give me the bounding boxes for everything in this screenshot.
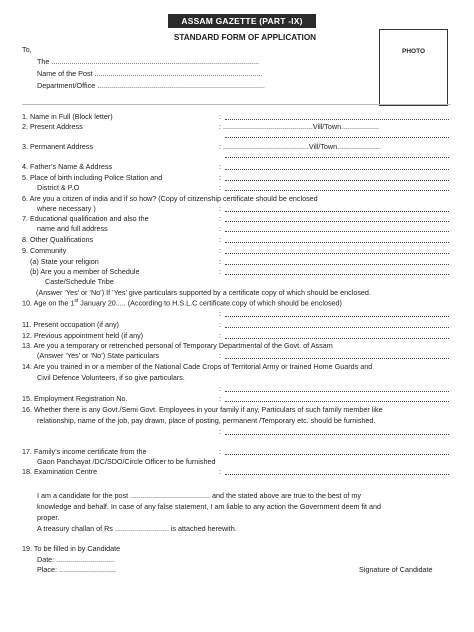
field-employment-colon: : bbox=[219, 394, 221, 403]
field-schedule-label-3: (Answer ‘Yes’ or ‘No’) If ‘Yes’ give particulars supported by a certificate copy of which should be enclosed. bbox=[36, 288, 371, 297]
field-other-qual-label: 8. Other Qualifications bbox=[22, 235, 94, 244]
field-religion-line bbox=[225, 264, 449, 265]
field-birthplace-colon-2: : bbox=[219, 183, 221, 192]
addressee-to: To, bbox=[22, 45, 32, 54]
field-temporary-colon: : bbox=[219, 351, 221, 360]
field-temporary-line bbox=[225, 358, 449, 359]
field-exam-centre-colon: : bbox=[219, 467, 221, 476]
field-employment-label: 15. Employment Registration No. bbox=[22, 394, 128, 403]
field-education-label: 7. Educational qualification and also the bbox=[22, 214, 149, 223]
field-govt-family-label: 16. Whether there is any Govt./Semi Govt. Employees in your family if any, Particulars of such family member like bbox=[22, 405, 383, 414]
field-schedule-line bbox=[225, 274, 449, 275]
declaration-line-4: A treasury challan of Rs ........................... is attached herewith. bbox=[37, 524, 237, 533]
field-present-address-line bbox=[225, 137, 449, 138]
field-other-qual-colon: : bbox=[219, 235, 221, 244]
field-citizen-colon: : bbox=[219, 204, 221, 213]
field-ncc-label: 14. Are you trained in or a member of the National Cade Crops of Territorial Army or trained Home Guards and bbox=[22, 362, 373, 371]
field-income-line bbox=[225, 454, 449, 455]
photo-label: PHOTO bbox=[402, 48, 425, 55]
field-citizen-label-2: where necessary ) bbox=[37, 204, 96, 213]
field-religion-label: (a) State your religion bbox=[30, 257, 99, 266]
field-permanent-address-value: : ...........................................Vill/Town...................... bbox=[219, 142, 382, 151]
field-education-colon-2: : bbox=[219, 224, 221, 233]
signature-label: Signature of Candidate bbox=[359, 565, 433, 574]
field-name-colon: : bbox=[219, 112, 221, 121]
field-education-line bbox=[225, 221, 449, 222]
field-temporary-label-2: (Answer ‘Yes’ or ‘No’) State particulars bbox=[37, 351, 160, 360]
field-occupation-line bbox=[225, 327, 449, 328]
field-birthplace-line-2 bbox=[225, 190, 449, 191]
declaration-line-2: knowledge and behalf. In case of any false statement, I am liable to any action the Government deem fit and bbox=[37, 502, 382, 511]
addressee-the: The ........................................................................................................ bbox=[37, 57, 260, 66]
field-permanent-address-label: 3. Permanent Address bbox=[22, 142, 94, 151]
field-age-label: 10. Age on the 1st January 20..... (According to H.S.L.C certificate copy of which should be enclosed) bbox=[22, 298, 342, 308]
field-education-colon: : bbox=[219, 214, 221, 223]
field-name-line bbox=[225, 119, 449, 120]
addressee-dept: Department/Office .................................................................................... bbox=[37, 81, 265, 90]
field-ncc-line bbox=[225, 391, 449, 392]
field-govt-family-colon: : bbox=[219, 427, 221, 436]
field-father-line bbox=[225, 169, 449, 170]
photo-box bbox=[379, 29, 448, 106]
field-birthplace-label-2: District & P.O bbox=[37, 183, 80, 192]
declaration-line-3: proper. bbox=[37, 513, 60, 522]
field-community-line bbox=[225, 253, 449, 254]
field-exam-centre-label: 18. Examination Centre bbox=[22, 467, 98, 476]
field-previous-appointment-colon: : bbox=[219, 331, 221, 340]
field-ncc-label-2: Civil Defence Volunteers, if so give particulars. bbox=[37, 373, 185, 382]
field-present-address-value: : .............................................Vill/Town................... bbox=[219, 122, 380, 131]
field-name-label: 1. Name in Full (Block letter) bbox=[22, 112, 113, 121]
field-previous-appointment-label: 12. Previous appointment held (if any) bbox=[22, 331, 144, 340]
gazette-header: ASSAM GAZETTE (PART -IX) bbox=[168, 14, 316, 28]
place-field: Place: ............................. bbox=[37, 565, 117, 574]
field-age-colon: : bbox=[219, 309, 221, 318]
field-employment-line bbox=[225, 401, 449, 402]
field-govt-family-line bbox=[225, 434, 449, 435]
field-father-label: 4. Father’s Name & Address bbox=[22, 162, 113, 171]
field-previous-appointment-line bbox=[225, 338, 449, 339]
field-community-label: 9. Community bbox=[22, 246, 67, 255]
field-income-label-2: Gaon Panchayat /DC/SDO/Circle Officer to be furnished bbox=[37, 457, 216, 466]
field-father-colon: : bbox=[219, 162, 221, 171]
field-citizen-label: 6. Are you a citizen of india and if so how? (Copy of citizenship certificate should be enclosed bbox=[22, 194, 318, 203]
date-field: Date: ............................. bbox=[37, 555, 115, 564]
field-govt-family-label-2: relationship, name of the job, pay drawn, place of posting, permanent /Temporary etc. should be furnished. bbox=[37, 416, 376, 425]
form-title: STANDARD FORM OF APPLICATION bbox=[173, 33, 317, 42]
field-education-line-2 bbox=[225, 231, 449, 232]
declaration-line-1: I am a candidate for the post ........................................ and the stated above are true to the best of my bbox=[37, 491, 362, 500]
header-divider bbox=[22, 104, 451, 105]
field-permanent-address-line bbox=[225, 157, 449, 158]
field-birthplace-colon: : bbox=[219, 173, 221, 182]
field-citizen-line bbox=[225, 211, 449, 212]
field-age-line bbox=[225, 316, 449, 317]
field-schedule-label-2: Caste/Schedule Tribe bbox=[45, 277, 114, 286]
candidate-fill-label: 19. To be filled in by Candidate bbox=[22, 544, 121, 553]
field-birthplace-line bbox=[225, 180, 449, 181]
field-education-label-2: name and full address bbox=[37, 224, 108, 233]
field-income-colon: : bbox=[219, 447, 221, 456]
field-community-colon: : bbox=[219, 246, 221, 255]
field-schedule-colon: : bbox=[219, 267, 221, 276]
addressee-post: Name of the Post .................................................................................... bbox=[37, 69, 263, 78]
field-religion-colon: : bbox=[219, 257, 221, 266]
field-income-label: 17. Family’s income certificate from the bbox=[22, 447, 147, 456]
field-other-qual-line bbox=[225, 242, 449, 243]
field-birthplace-label: 5. Place of birth including Police Station and bbox=[22, 173, 163, 182]
field-exam-centre-line bbox=[225, 474, 449, 475]
field-present-address-label: 2. Present Address bbox=[22, 122, 83, 131]
field-occupation-colon: : bbox=[219, 320, 221, 329]
field-schedule-label: (b) Are you a member of Schedule bbox=[30, 267, 140, 276]
field-temporary-label: 13. Are you a temporary or retrenched personal of Temporary Departmental of the Govt. of Assam bbox=[22, 341, 333, 350]
field-ncc-colon: : bbox=[219, 384, 221, 393]
field-occupation-label: 11. Present occupation (if any) bbox=[22, 320, 119, 329]
